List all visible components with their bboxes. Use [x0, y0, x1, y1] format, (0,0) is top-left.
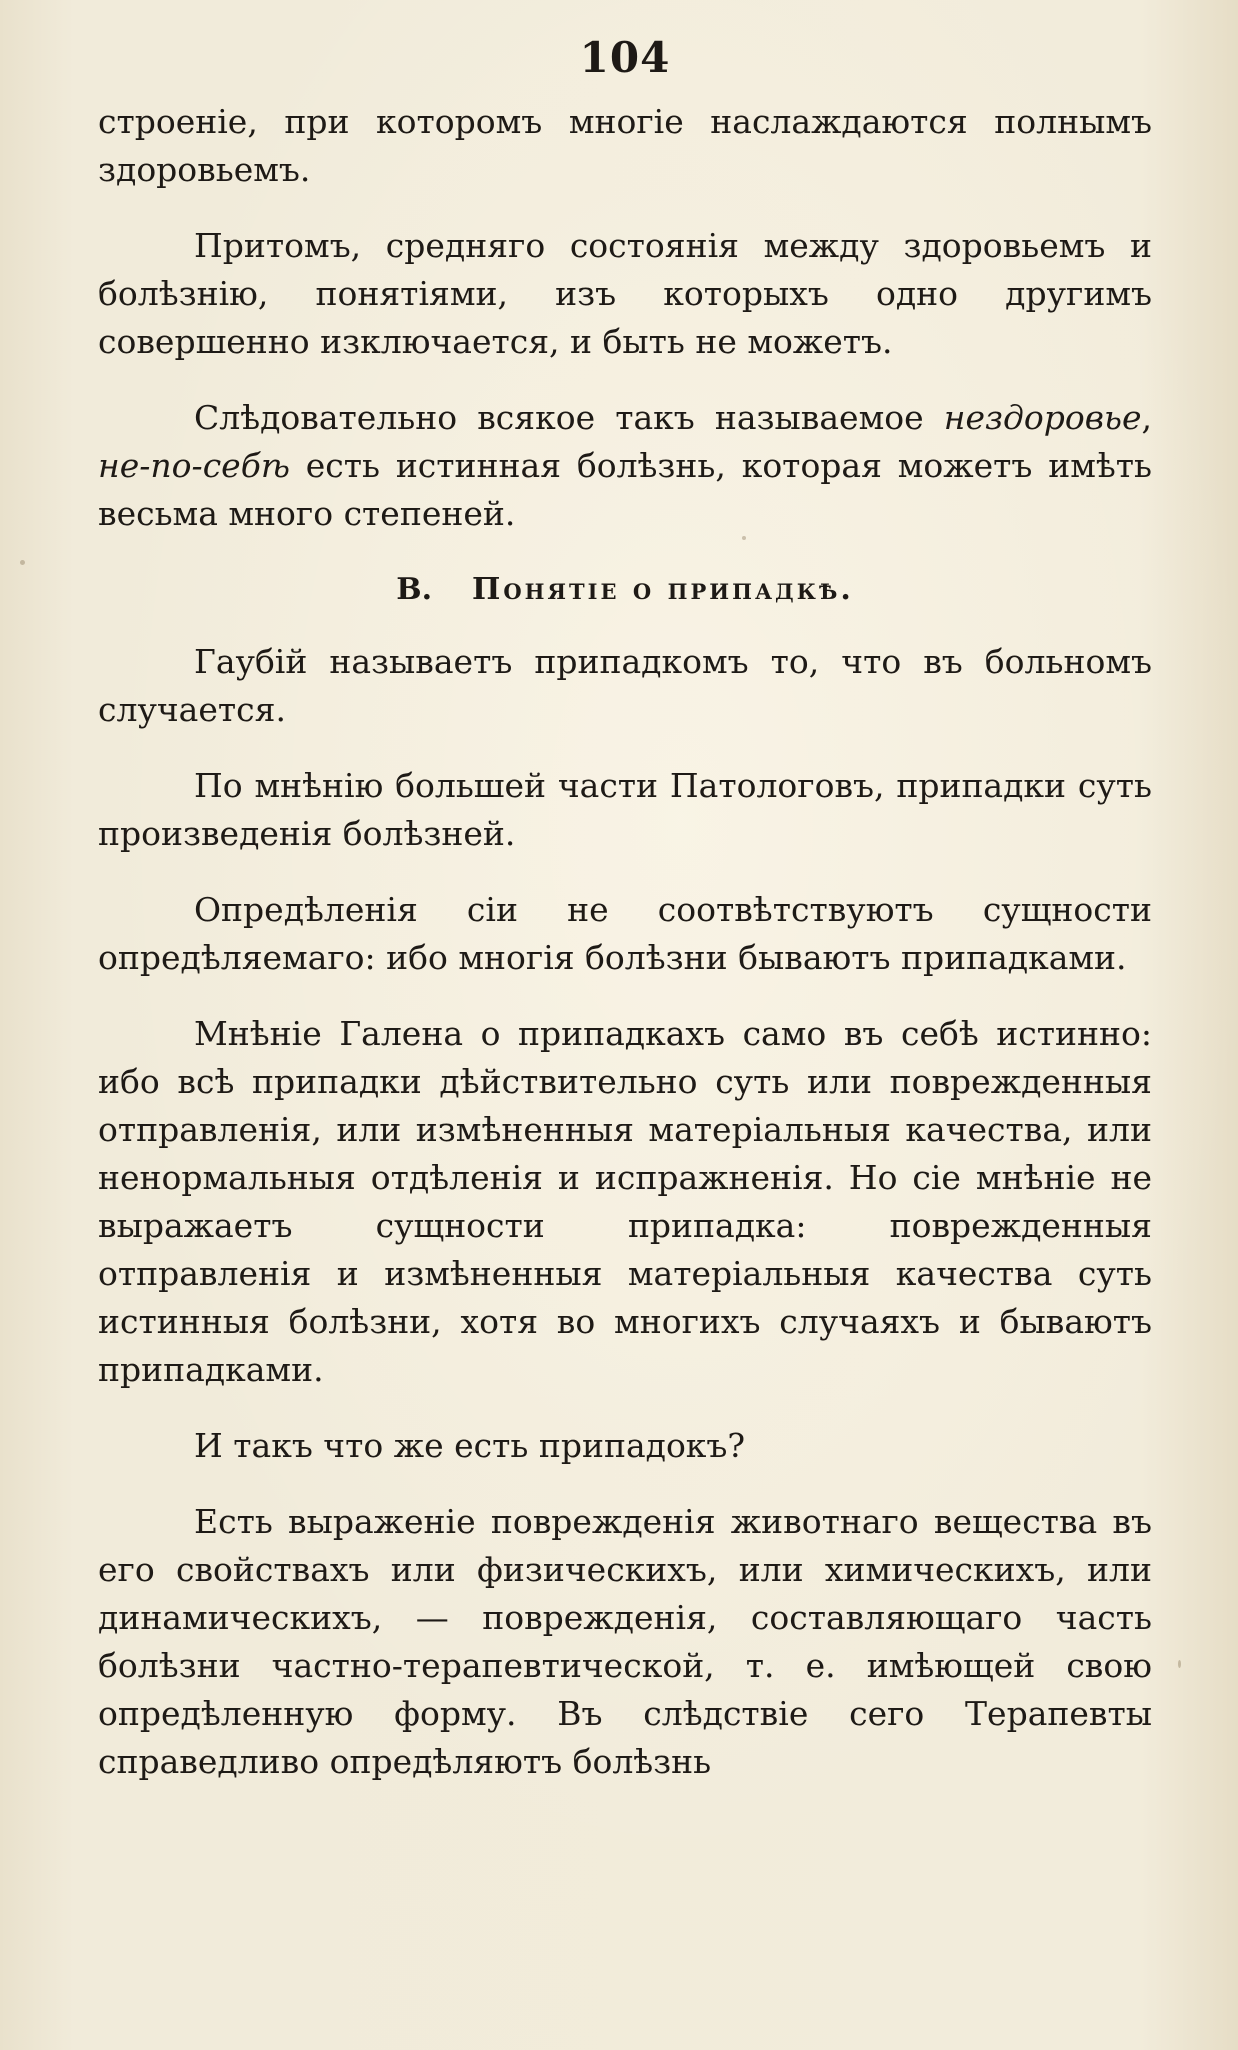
paragraph-7: Мнѣніе Галена о припадкахъ само въ себѣ истинно: ибо всѣ припадки дѣйствительно суть или поврежденныя отправленія, или измѣненныя матеріальныя качества, или ненормальныя отдѣленія и испражненія. Но сіе мнѣніе не выражаетъ сущности припадка: поврежденныя отправленія и измѣненныя матеріальныя качества суть истинныя болѣзни, хотя во многихъ случаяхъ и бываютъ припадками. [98, 1014, 1152, 1389]
paper-speck [1178, 1660, 1181, 1668]
question-line: И такъ что же есть припадокъ? [194, 1426, 746, 1465]
italic-term-nezdorovie: нездоровье [943, 398, 1142, 437]
paragraph-1: строеніе, при которомъ многіе наслаждаются полнымъ здоровьемъ. [98, 102, 1152, 189]
paragraph-5: По мнѣнію большей части Патологовъ, припадки суть произведенія болѣзней. [98, 766, 1152, 853]
paragraph-2: Притомъ, средняго состоянія между здоровьемъ и болѣзнію, понятіями, изъ которыхъ одно другимъ совершенно изключается, и быть не можетъ. [98, 226, 1152, 361]
section-letter: В. [396, 572, 433, 607]
paper-speck [742, 536, 746, 540]
paragraph-3-text-start: Слѣдовательно всякое такъ называемое [194, 398, 944, 437]
paragraph-8: Есть выраженіе поврежденія животнаго вещества въ его свойствахъ или физическихъ, или химическихъ, или динамическихъ, — поврежденія, составляющаго часть болѣзни частно-терапевтической, т. е. имѣющей свою опредѣленную форму. Въ слѣдствіе сего Терапевты справедливо опредѣляютъ болѣзнь [98, 1502, 1152, 1781]
paragraph-3 [98, 394, 1152, 538]
italic-term-ne-po-sebe: не-по-себѣ [98, 446, 290, 485]
paragraph-3-text-end: есть истинная болѣзнь, которая можетъ имѣть весьма много степеней. [98, 446, 1152, 533]
section-title: Понятіе о припадкѣ. [472, 572, 854, 607]
section-heading [98, 566, 1152, 614]
paragraph-6: Опредѣленія сіи не соотвѣтствуютъ сущности опредѣляемаго: ибо многія болѣзни бываютъ припадками. [98, 890, 1152, 977]
page-number: 104 [579, 33, 671, 82]
paragraph-4: Гаубій называетъ припадкомъ то, что въ больномъ случается. [98, 642, 1152, 729]
paragraph-3-separator: , [1141, 398, 1152, 437]
paper-speck [20, 560, 25, 565]
